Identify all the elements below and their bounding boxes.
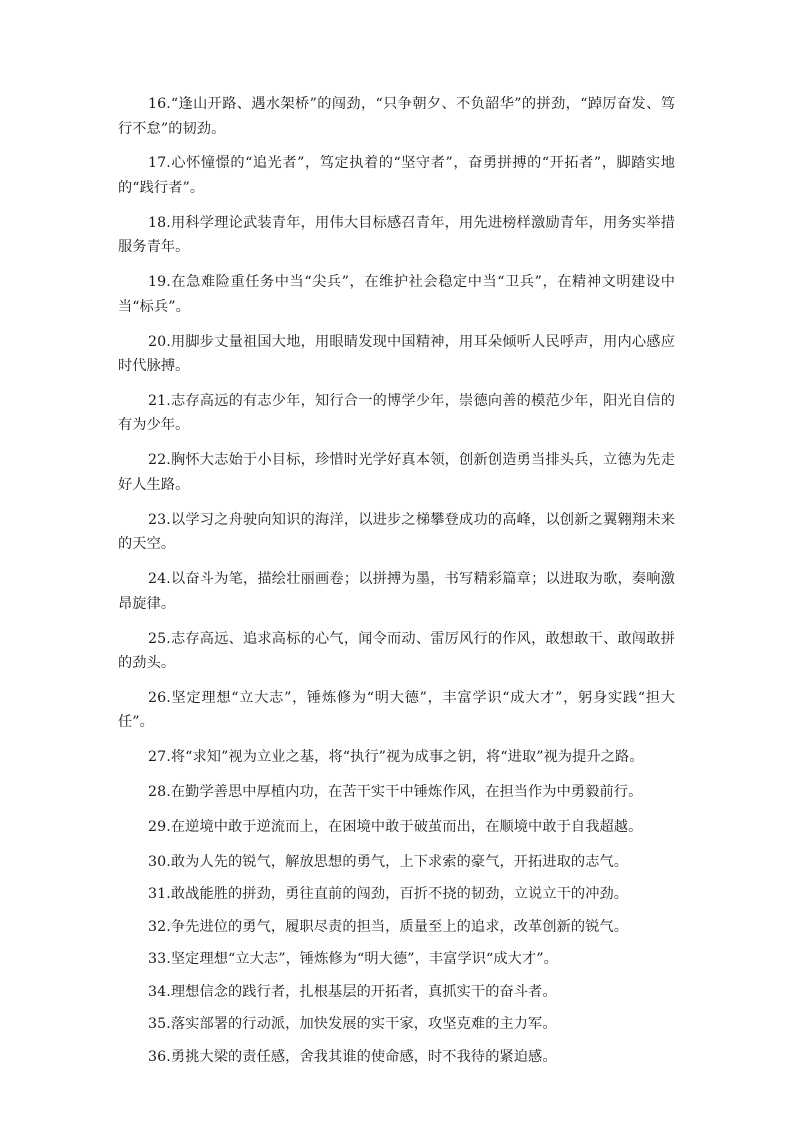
paragraph-17: 17.心怀憧憬的“追光者”，笃定执着的“坚守者”，奋勇拼搏的“开拓者”，脚踏实地的“践行者”。 xyxy=(118,155,675,196)
paragraph-25: 25.志存高远、追求高标的心气，闻令而动、雷厉风行的作风，敢想敢干、敢闯敢拼的劲头。 xyxy=(118,630,675,672)
paragraph-16: 16.“逢山开路、遇水架桥”的闯劲，“只争朝夕、不负韶华”的拼劲，“踔厉奋发、笃行不怠”的韧劲。 xyxy=(118,96,675,137)
paragraph-31: 31.敢战能胜的拼劲，勇往直前的闯劲，百折不挠的韧劲，立说立干的冲劲。 xyxy=(148,886,629,903)
paragraph-27: 27.将“求知”视为立业之基，将“执行”视为成事之钥，将“进取”视为提升之路。 xyxy=(148,749,644,766)
document-body xyxy=(118,92,675,1077)
paragraph-34: 34.理想信念的践行者，扎根基层的开拓者，真抓实干的奋斗者。 xyxy=(148,983,557,1000)
paragraph-35: 35.落实部署的行动派，加快发展的实干家，攻坚克难的主力军。 xyxy=(148,1016,557,1033)
paragraph-22: 22.胸怀大志始于小目标，珍惜时光学好真本领，创新创造勇当排头兵，立德为先走好人生路。 xyxy=(118,452,675,493)
paragraph-32: 32.争先进位的勇气，履职尽责的担当，质量至上的追求，改革创新的锐气。 xyxy=(148,918,629,935)
paragraph-36: 36.勇挑大梁的责任感，舍我其谁的使命感，时不我待的紧迫感。 xyxy=(148,1048,557,1065)
paragraph-26: 26.坚定理想“立大志”，锤炼修为“明大德”，丰富学识“成大才”，躬身实践“担大任”。 xyxy=(118,689,675,731)
paragraph-20: 20.用脚步丈量祖国大地，用眼睛发现中国精神，用耳朵倾听人民呼声，用内心感应时代脉搏。 xyxy=(118,333,675,375)
paragraph-21: 21.志存高远的有志少年，知行合一的博学少年，崇德向善的模范少年，阳光自信的有为少年。 xyxy=(118,392,675,434)
paragraph-28: 28.在勤学善思中厚植内功，在苦干实干中锤炼作风，在担当作为中勇毅前行。 xyxy=(148,784,643,801)
paragraph-24: 24.以奋斗为笔，描绘壮丽画卷；以拼搏为墨，书写精彩篇章；以进取为歌，奏响激昂旋律。 xyxy=(118,571,675,612)
paragraph-23: 23.以学习之舟驶向知识的海洋，以进步之梯攀登成功的高峰，以创新之翼翱翔未来的天空。 xyxy=(118,511,675,553)
paragraph-29: 29.在逆境中敢于逆流而上，在困境中敢于破茧而出，在顺境中敢于自我超越。 xyxy=(148,819,643,836)
paragraph-19: 19.在急难险重任务中当“尖兵”，在维护社会稳定中当“卫兵”，在精神文明建设中当“标兵”。 xyxy=(118,274,675,315)
paragraph-33: 33.坚定理想“立大志”，锤炼修为“明大德”，丰富学识“成大才”。 xyxy=(148,951,558,968)
paragraph-30: 30.敢为人先的锐气，解放思想的勇气，上下求索的豪气，开拓进取的志气。 xyxy=(148,853,629,870)
paragraph-18: 18.用科学理论武装青年，用伟大目标感召青年，用先进榜样激励青年，用务实举措服务青年。 xyxy=(118,214,675,256)
